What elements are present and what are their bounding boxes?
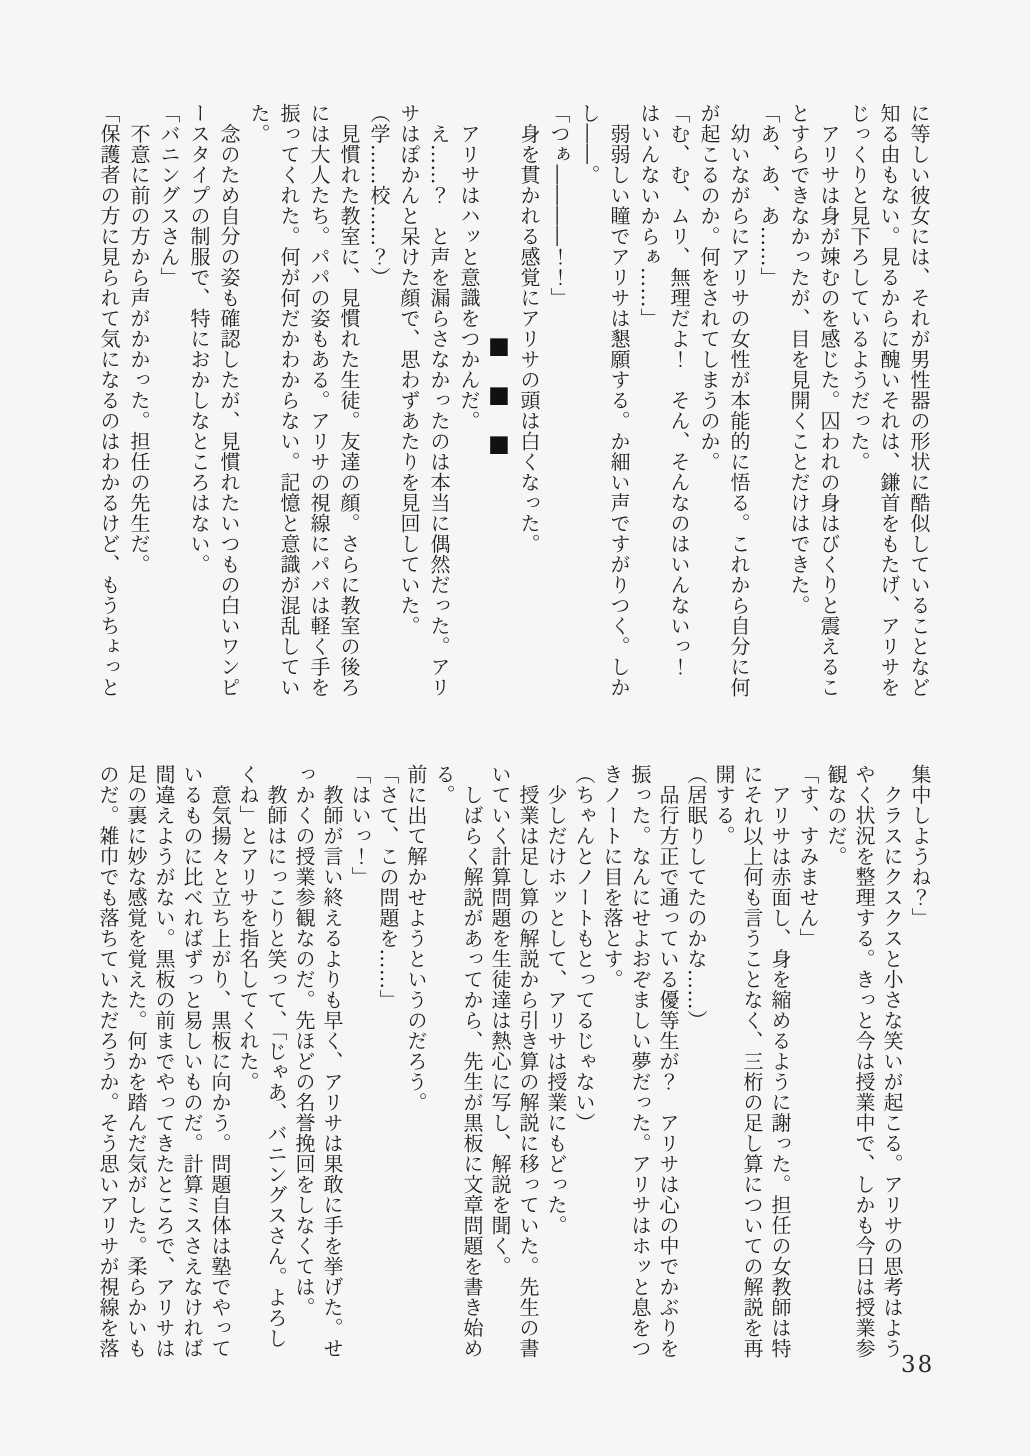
text-line: る。 [432,764,456,805]
text-line: 「あ、あ、あ……」 [757,103,781,288]
text-line: 「さて、この問題を……」 [376,764,400,1010]
text-line: 品行方正で通っている優等生が？ アリサは心の中でかぶりを [656,764,680,1359]
text-line: 「はいっ！」 [348,764,372,887]
text-line: 少しだけホッとして、アリサは授業にもどった。 [544,764,568,1236]
bottom-text-block [94,764,934,1364]
text-line: やく状況を整理する。きっと今は授業中で、しかも今日は授業参 [852,764,876,1359]
text-line: 幼いながらにアリサの女性が本能的に悟る。これから自分に何 [727,103,751,698]
text-line: 「す、すみません」 [796,764,820,949]
text-line: サはぽかんと呆けた顔で、思わずあたりを見回していた。 [397,103,421,636]
text-line: 集中しようね？」 [908,764,932,928]
text-line: （居眠りしてたのかな……） [684,764,708,1031]
text-line: 念のため自分の姿も確認したが、見慣れたいつもの白いワンピ [217,103,241,698]
text-line: じっくりと見下ろしているようだった。 [847,103,871,472]
text-line: 教師はにっこりと笑って、「じゃあ、バニングスさん。よろし [264,764,288,1349]
text-line: が起こるのか。何をされてしまうのか。 [697,103,721,472]
text-line: 「つぁ――――！！」 [547,103,571,308]
text-line: 授業は足し算の解説から引き算の解説に移っていた。先生の書 [516,764,540,1359]
text-line: 間違えようがない。黒板の前までやってきたところで、アリサは [152,764,176,1359]
text-line: いるものに比べればずっと易しいものだ。計算ミスさえなければ [180,764,204,1359]
text-line: とすらできなかったが、目を見開くことだけはできた。 [787,103,811,616]
text-line: っかくの授業参観なのだ。先ほどの名誉挽回をしなくては。 [292,764,316,1318]
section-break-squares: ■■■ [486,333,512,480]
text-line: 振った。なんにせよおぞましい夢だった。アリサはホッと息をつ [628,764,652,1359]
text-line: （学……校……？） [367,103,391,288]
text-line: え……？ と声を漏らさなかったのは本当に偶然だった。アリ [427,103,451,698]
text-line: 見慣れた教室に、見慣れた生徒。友達の顔。さらに教室の後ろ [337,103,361,698]
text-line: きノートに目を落とす。 [600,764,624,990]
text-line: には大人たち。パパの姿もある。アリサの視線にパパは軽く手を [307,103,331,698]
text-line: アリサは赤面し、身を縮めるように謝った。担任の女教師は特 [768,764,792,1359]
text-line: にそれ以上何も言うことなく、三桁の足し算についての解説を再 [740,764,764,1359]
text-line: クラスにクスクスと小さな笑いが起こる。アリサの思考はよう [880,764,904,1359]
text-line: ースタイプの制服で、特におかしなところはない。 [187,103,211,575]
text-line: 開する。 [712,764,736,846]
text-line: いていく計算問題を生徒達は熱心に写し、解説を聞く。 [488,764,512,1277]
text-line: はいんないからぁ……」 [637,103,661,329]
text-line: （ちゃんとノートもとってるじゃない） [572,764,596,1133]
text-line: 前に出て解かせようというのだろう。 [404,764,428,1113]
text-line: のだ。雑巾でも落ちていただろうか。そう思いアリサが視線を落 [96,764,120,1359]
text-line: アリサはハッと意識をつかんだ。 [457,103,481,431]
text-line: た。 [247,103,271,144]
text-line: 意気揚々と立ち上がり、黒板に向かう。問題自体は塾でやって [208,764,232,1359]
text-line: しばらく解説があってから、先生が黒板に文章問題を書き始め [460,764,484,1359]
text-line: 「バニングスさん」 [157,103,181,288]
text-line: 知る由もない。見るからに醜いそれは、鎌首をもたげ、アリサを [877,103,901,698]
text-line: 教師が言い終えるよりも早く、アリサは果敢に手を挙げた。せ [320,764,344,1359]
text-line: 観なのだ。 [824,764,848,867]
text-line: くね」とアリサを指名してくれた。 [236,764,260,1092]
text-line: に等しい彼女には、それが男性器の形状に酷似していることなど [907,103,931,698]
text-line: 「保護者の方に見られて気になるのはわかるけど、もうちょっと [97,103,121,698]
top-text-block [94,103,934,731]
text-line: 身を貫かれる感覚にアリサの頭は白くなった。 [517,103,541,554]
text-line: 不意に前の方から声がかかった。担任の先生だ。 [127,103,151,575]
text-line: アリサは身が竦むのを感じた。囚われの身はびくりと震えるこ [817,103,841,698]
text-line: 振ってくれた。何が何だかわからない。記憶と意識が混乱してい [277,103,301,698]
text-line: 「む、む、ムリ、無理だよ！ そん、そんなのはいんないっ！ [667,103,691,677]
page-number: 38 [901,1352,935,1378]
text-line: 足の裏に妙な感覚を覚えた。何かを踏んだ気がした。柔らかいも [124,764,148,1359]
text-line: し――。 [577,103,601,185]
text-line: 弱弱しい瞳でアリサは懇願する。か細い声ですがりつく。しか [607,103,631,698]
